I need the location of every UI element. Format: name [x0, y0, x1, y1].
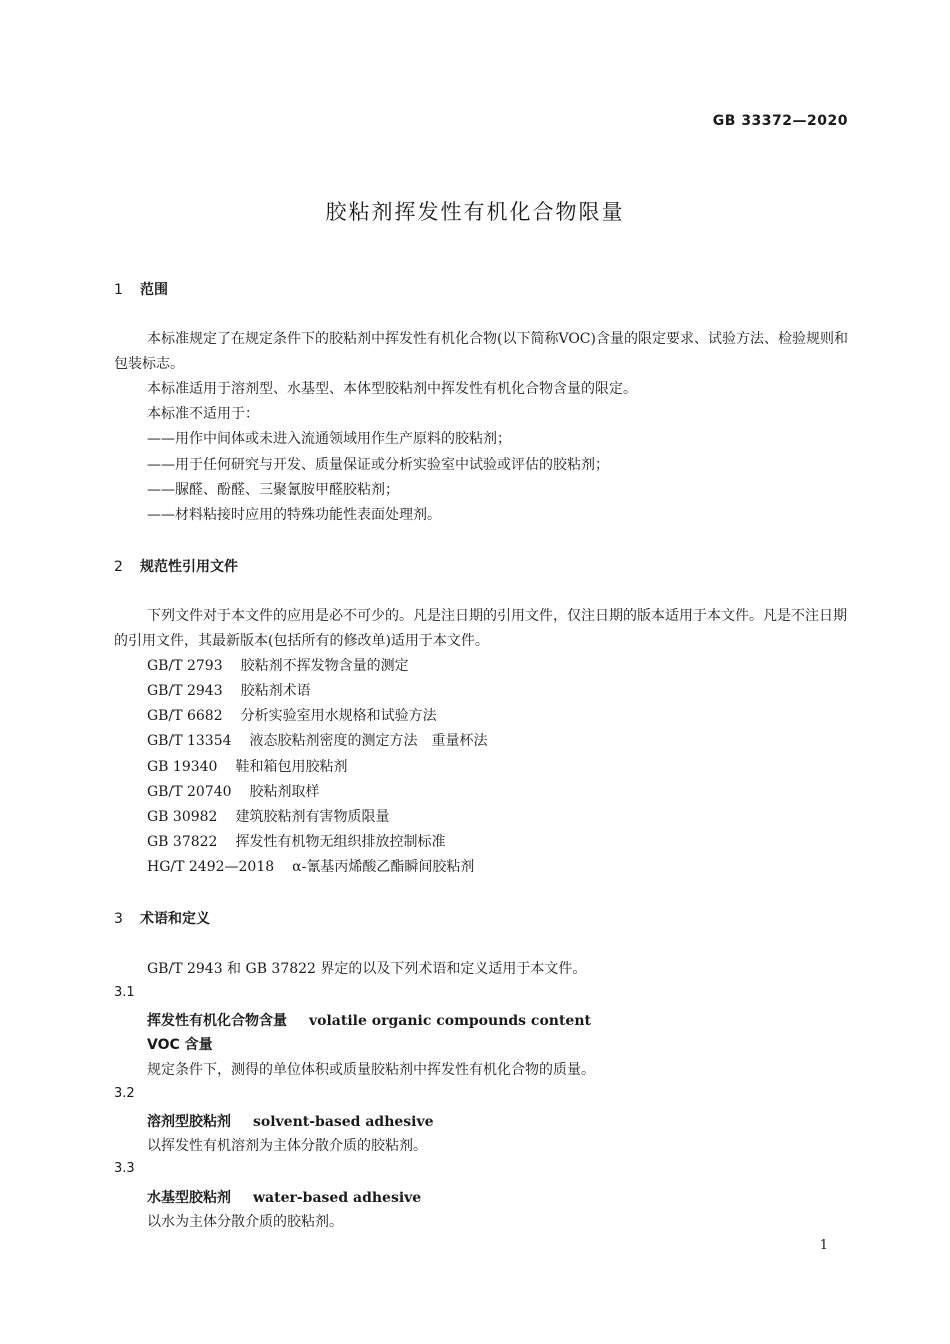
- reference-code: GB 19340: [147, 759, 218, 775]
- reference-name: 液态胶粘剂密度的测定方法 重量杯法: [249, 733, 488, 749]
- reference-item: [147, 756, 347, 776]
- reference-code: GB/T 20740: [147, 784, 232, 800]
- term-english: water-based adhesive: [253, 1190, 422, 1206]
- scope-exclusion-item: ——材料粘接时应用的特殊功能性表面处理剂。: [147, 507, 441, 523]
- terms-intro: GB/T 2943 和 GB 37822 界定的以及下列术语和定义适用于本文件。: [147, 961, 587, 977]
- term-definition: 规定条件下，测得的单位体积或质量胶粘剂中挥发性有机化合物的质量。: [147, 1062, 595, 1078]
- reference-name: α-氰基丙烯酸乙酯瞬间胶粘剂: [292, 859, 475, 875]
- reference-item: [147, 705, 437, 725]
- reference-item: [147, 730, 488, 750]
- reference-item: [147, 856, 474, 876]
- term-heading: [147, 1187, 421, 1207]
- scope-exclusion-item: ——用于任何研究与开发、质量保证或分析实验室中试验或评估的胶粘剂；: [147, 457, 609, 473]
- reference-code: GB/T 13354: [147, 733, 232, 749]
- section-1-heading: [114, 279, 168, 299]
- section-number: 3: [114, 911, 123, 927]
- document-code: GB 33372—2020: [712, 113, 848, 129]
- reference-item: [147, 806, 389, 826]
- reference-code: GB 30982: [147, 809, 218, 825]
- reference-name: 胶粘剂不挥发物含量的测定: [240, 658, 409, 674]
- reference-item: [147, 655, 409, 675]
- reference-code: GB/T 2943: [147, 683, 223, 699]
- term-definition: 以水为主体分散介质的胶粘剂。: [147, 1214, 343, 1230]
- section-title: 规范性引用文件: [140, 559, 238, 575]
- reference-name: 胶粘剂取样: [249, 784, 320, 800]
- scope-paragraph-1: 本标准规定了在规定条件下的胶粘剂中挥发性有机化合物(以下简称VOC)含量的限定要求、试验方法、检验规则和包装标志。: [114, 331, 848, 372]
- term-number: 3.1: [114, 985, 135, 1000]
- scope-paragraph-2: 本标准适用于溶剂型、水基型、本体型胶粘剂中挥发性有机化合物含量的限定。: [147, 381, 637, 397]
- scope-exclusion-item: ——用作中间体或未进入流通领域用作生产原料的胶粘剂；: [147, 431, 511, 447]
- scope-exclusion-item: ——脲醛、酚醛、三聚氰胺甲醛胶粘剂；: [147, 482, 399, 498]
- term-heading: [147, 1010, 591, 1030]
- term-chinese: 挥发性有机化合物含量: [147, 1013, 287, 1029]
- reference-code: HG/T 2492—2018: [147, 859, 275, 875]
- term-chinese: 水基型胶粘剂: [147, 1190, 231, 1206]
- section-number: 2: [114, 559, 123, 575]
- section-2-heading: [114, 556, 238, 576]
- reference-name: 鞋和箱包用胶粘剂: [235, 759, 348, 775]
- term-number: 3.2: [114, 1086, 135, 1101]
- section-title: 术语和定义: [140, 911, 210, 927]
- term-english: solvent-based adhesive: [253, 1114, 434, 1130]
- term-definition: 以挥发性有机溶剂为主体分散介质的胶粘剂。: [147, 1138, 427, 1154]
- reference-name: 胶粘剂术语: [240, 683, 311, 699]
- reference-item: [147, 831, 445, 851]
- page-number: 1: [819, 1238, 828, 1253]
- term-number: 3.3: [114, 1161, 135, 1176]
- references-intro: 下列文件对于本文件的应用是必不可少的。凡是注日期的引用文件，仅注日期的版本适用于本文件。凡是不注日期的引用文件，其最新版本(包括所有的修改单)适用于本文件。: [114, 608, 847, 649]
- reference-code: GB/T 2793: [147, 658, 223, 674]
- reference-item: [147, 680, 311, 700]
- reference-name: 分析实验室用水规格和试验方法: [240, 708, 437, 724]
- section-number: 1: [114, 282, 123, 298]
- reference-name: 建筑胶粘剂有害物质限量: [235, 809, 390, 825]
- scope-paragraph-3: 本标准不适用于：: [147, 406, 259, 422]
- term-abbreviation: VOC 含量: [147, 1037, 213, 1053]
- term-english: volatile organic compounds content: [309, 1013, 591, 1029]
- document-title: 胶粘剂挥发性有机化合物限量: [325, 200, 625, 224]
- term-heading: [147, 1111, 434, 1131]
- reference-code: GB/T 6682: [147, 708, 223, 724]
- term-chinese: 溶剂型胶粘剂: [147, 1114, 231, 1130]
- section-title: 范围: [140, 282, 168, 298]
- reference-name: 挥发性有机物无组织排放控制标准: [235, 834, 446, 850]
- reference-code: GB 37822: [147, 834, 218, 850]
- reference-item: [147, 781, 320, 801]
- section-3-heading: [114, 908, 210, 928]
